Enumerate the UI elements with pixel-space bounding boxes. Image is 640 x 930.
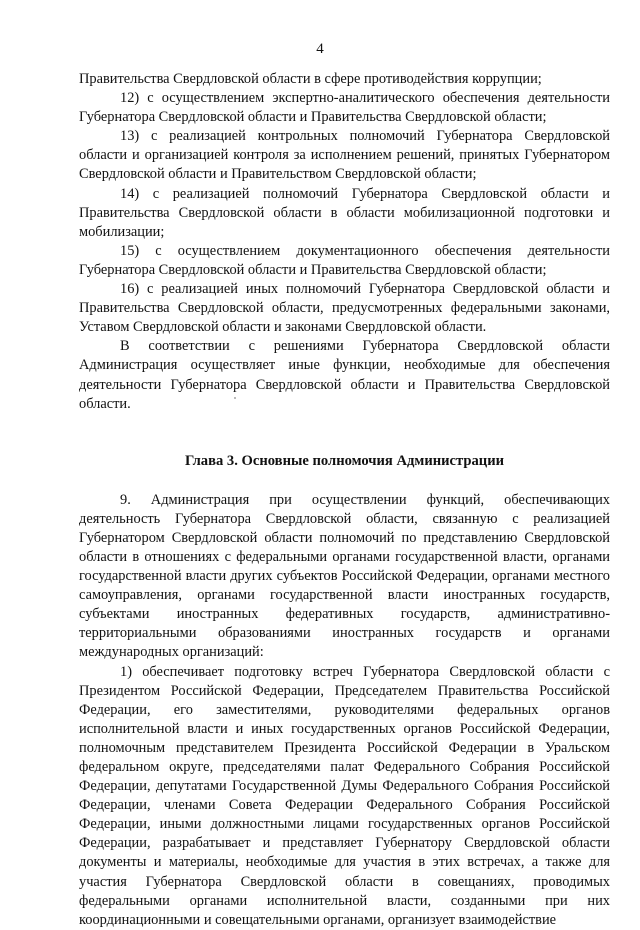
paragraph-continuation: Правительства Свердловской области в сфере противодействия коррупции; <box>79 71 542 87</box>
list-item-13: 13) с реализацией контрольных полномочий Губернатора Свердловской области и организацией контроля за исполнением решений, принятых Губернатором Свердловской области и Правительством Свердловской области; <box>79 128 610 183</box>
list-item-12: 12) с осуществлением экспертно-аналитического обеспечения деятельности Губернатора Свердловской области и Правительства Свердловской области; <box>79 90 610 126</box>
chapter-heading: Глава 3. Основные полномочия Администрации <box>184 452 505 469</box>
list-item-15: 15) с осуществлением документационного обеспечения деятельности Губернатора Свердловской области и Правительства Свердловской области; <box>79 242 610 278</box>
paragraph-clause-9: 9. Администрация при осуществлении функций, обеспечивающих деятельность Губернатора Свердловской области, связанную с реализацией Губернатором Свердловской области полномочий по представлению Свердловской области в отношениях с федеральными органами государственной власти, органами государственной власти других субъектов Российской Федерации, органами местного самоуправления, органами государственной власти иностранных государств, субъектами иностранных федеративных государств, административно-территориальными образованиями иностранных государств и органами международных организаций: <box>79 491 610 661</box>
list-item-14: 14) с реализацией полномочий Губернатора Свердловской области и Правительства Свердловской области в области мобилизационной подготовки и мобилизации; <box>79 185 610 240</box>
page-number: 4 <box>316 41 324 57</box>
spacer <box>79 414 610 433</box>
paragraph-other-functions: В соответствии с решениями Губернатора Свердловской области Администрация осуществляет иные функции, необходимые для обеспечения деятельности Губернатора Свердловской области и Правительства Свердловской области. <box>79 338 610 412</box>
scan-speck <box>234 397 236 399</box>
list-item-1: 1) обеспечивает подготовку встреч Губернатора Свердловской области с Президентом Российской Федерации, Председателем Правительства Российской Федерации, его заместителями, руководителями федеральных органов исполнительной власти и иных государственных органов Российской Федерации, полномочным представителем Президента Российской Федерации в Уральском федеральном округе, председателями палат Федерального Собрания Российской Федерации, депутатами Государственной Думы Федерального Собрания Российской Федерации, членами Совета Федерации Федерального Собрания Российской Федерации, иными должностными лицами государственных органов Российской Федерации, разрабатывает и представляет Губернатору Свердловской области документы и материалы, необходимые для участия в этих встречах, а также для участия Губернатора Свердловской области в совещаниях, проводимых федеральными органами исполнительной власти, созданными при них координационными и совещательными органами, организует взаимодействие <box>79 663 610 928</box>
list-item-16: 16) с реализацией иных полномочий Губернатора Свердловской области и Правительства Свердловской области, предусмотренных федеральными законами, Уставом Свердловской области и законами Свердловской области. <box>79 281 610 336</box>
document-body <box>79 70 610 930</box>
